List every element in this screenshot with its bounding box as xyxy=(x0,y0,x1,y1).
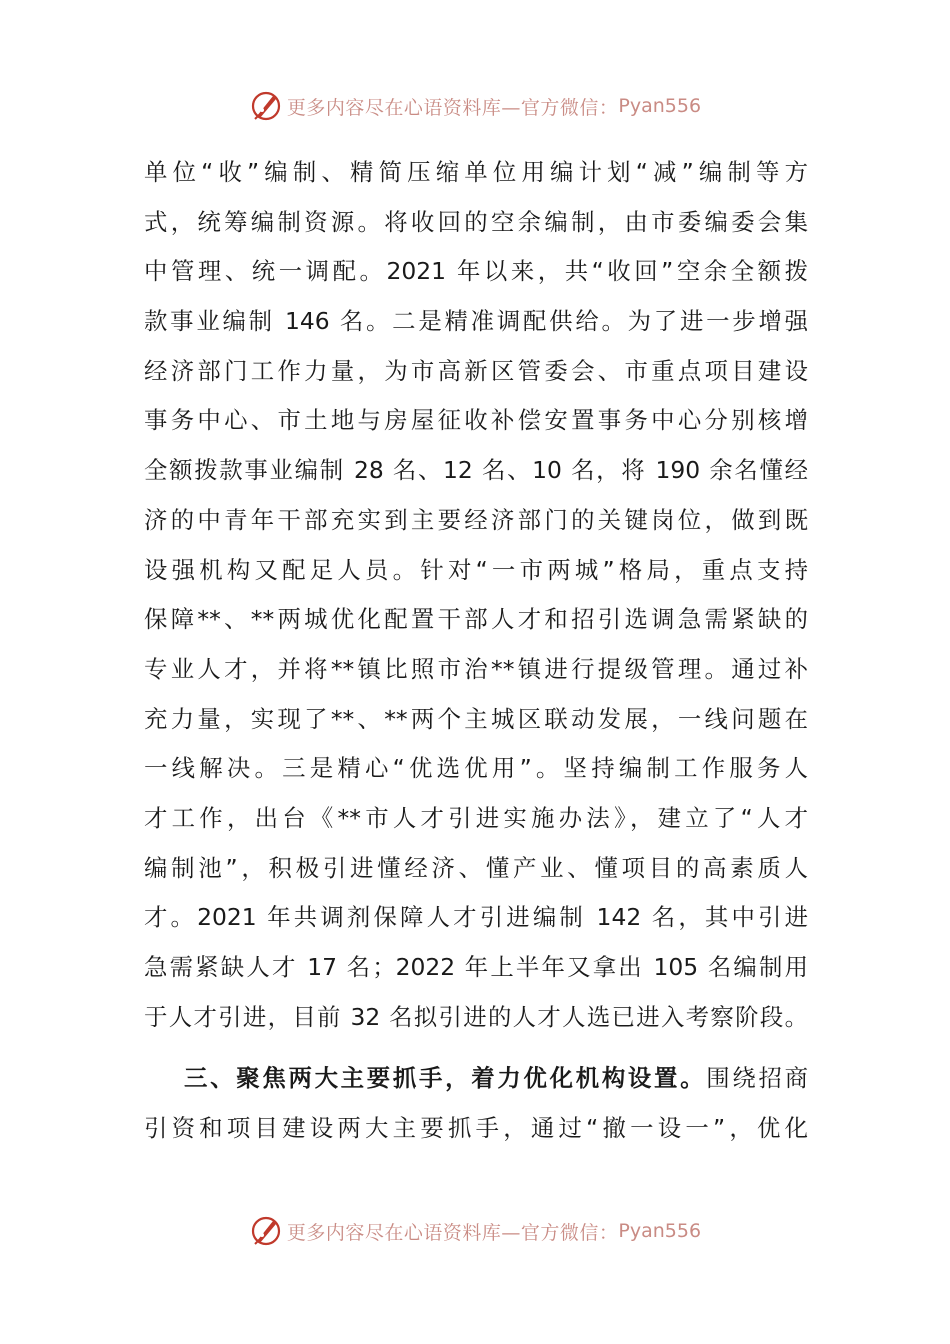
footer-watermark-banner xyxy=(0,1211,950,1251)
text-line: 中管理、统一调配。2021 年以来，共“收回”空余全额拨 xyxy=(144,257,808,286)
text-line: 单位“收”编制、精简压缩单位用编计划“减”编制等方 xyxy=(144,158,808,186)
document-body xyxy=(144,148,808,1154)
text-line: 济的中青年干部充实到主要经济部门的关键岗位，做到既 xyxy=(144,505,808,534)
text-line: 设强机构又配足人员。针对“一市两城”格局，重点支持 xyxy=(144,555,808,584)
paragraph-2 xyxy=(144,1054,808,1153)
text-line: 保障**、**两城优化配置干部人才和招引选调急需紧缺的 xyxy=(144,605,808,634)
text-line xyxy=(144,1054,808,1104)
text-line: 才工作，出台《**市人才引进实施办法》，建立了“人才 xyxy=(144,803,808,832)
text-line: 于人才引进，目前 32 名拟引进的人才人选已进入考察阶段。 xyxy=(144,1002,808,1031)
text-line: 经济部门工作力量，为市高新区管委会、市重点项目建设 xyxy=(144,356,808,385)
text-line: 专业人才，并将**镇比照市治**镇进行提级管理。通过补 xyxy=(144,654,808,683)
quill-pen-logo-icon xyxy=(249,1214,283,1248)
paragraph-1 xyxy=(144,148,808,1042)
text-line: 式，统筹编制资源。将收回的空余编制，由市委编委会集 xyxy=(144,207,808,236)
footer-wechat-id: Pyan556 xyxy=(618,1220,702,1242)
text-line: 编制池”，积极引进懂经济、懂产业、懂项目的高素质人 xyxy=(144,853,808,882)
header-wechat-id: Pyan556 xyxy=(618,95,702,117)
text-line: 充力量，实现了**、**两个主城区联动发展，一线问题在 xyxy=(144,704,808,733)
text-line: 急需紧缺人才 17 名；2022 年上半年又拿出 105 名编制用 xyxy=(144,953,808,981)
text-line: 款事业编制 146 名。二是精准调配供给。为了进一步增强 xyxy=(144,307,808,336)
paragraph-gap xyxy=(144,1042,808,1054)
text-line: 事务中心、市土地与房屋征收补偿安置事务中心分别核增 xyxy=(144,406,808,435)
footer-brand-text: 更多内容尽在心语资料库—官方微信： xyxy=(286,1221,619,1244)
section-heading: 三、聚焦两大主要抓手，着力优化机构设置。 xyxy=(184,1064,707,1093)
text-line: 一线解决。三是精心“优选优用”。坚持编制工作服务人 xyxy=(144,754,808,783)
section-heading-continuation: 围绕招商 xyxy=(706,1064,809,1093)
text-line: 才。2021 年共调剂保障人才引进编制 142 名，其中引进 xyxy=(144,903,808,932)
header-brand-text: 更多内容尽在心语资料库—官方微信： xyxy=(286,96,619,119)
quill-pen-logo-icon xyxy=(249,89,283,123)
text-line: 引资和项目建设两大主要抓手，通过“撤一设一”，优化 xyxy=(144,1114,808,1143)
text-line: 全额拨款事业编制 28 名、12 名、10 名，将 190 余名懂经 xyxy=(144,456,808,485)
header-watermark-banner xyxy=(0,86,950,126)
